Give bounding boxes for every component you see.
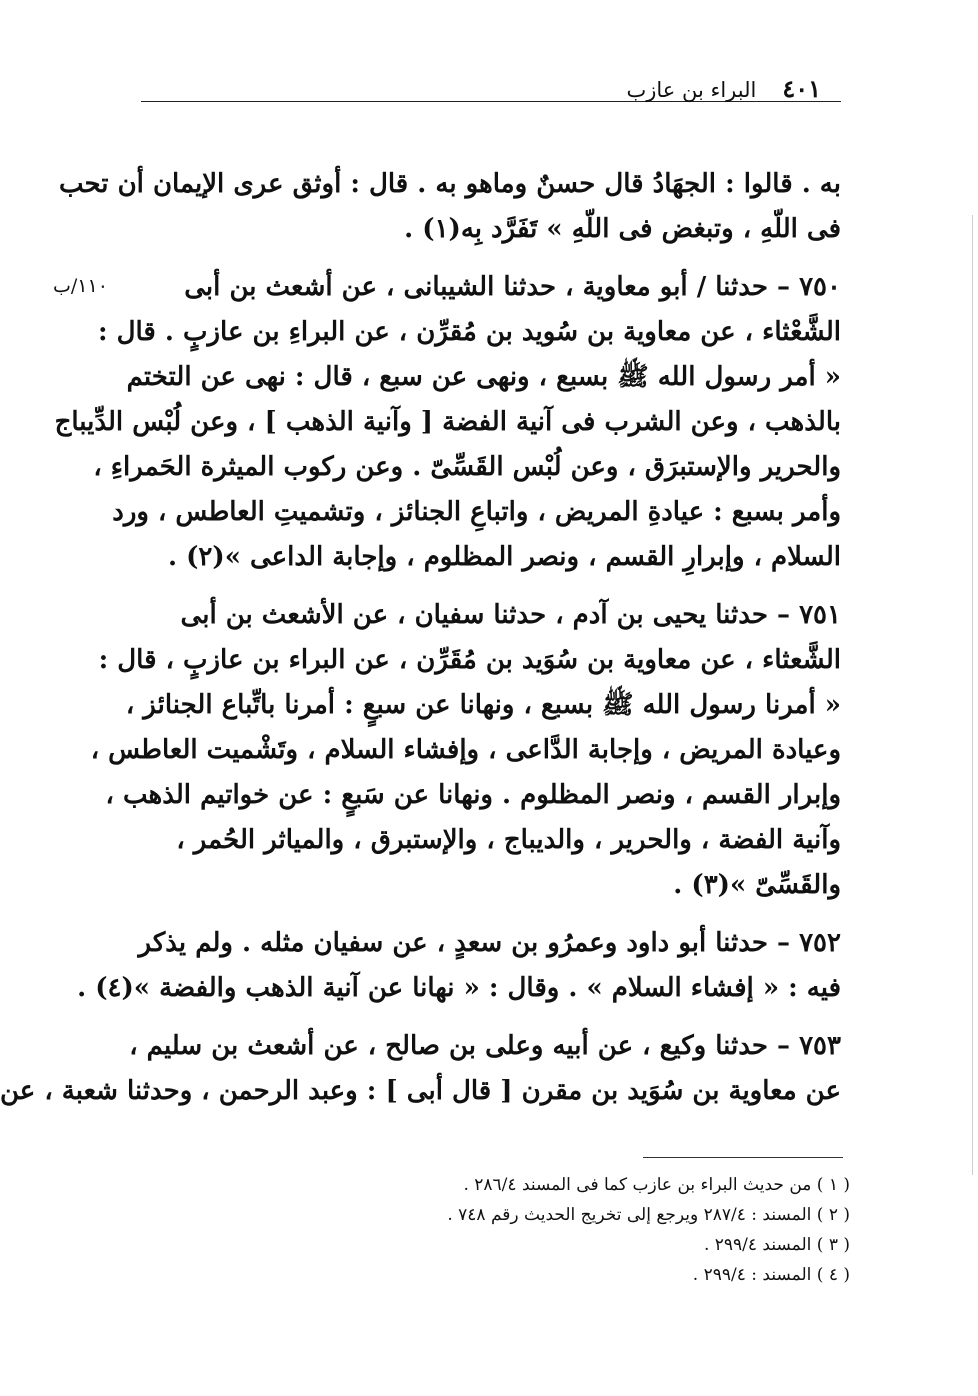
footnote-separator [643, 1157, 843, 1158]
text-line: « أمرنا رسول الله ﷺ بسبع ، ونهانا عن سبعٍ : أمرنا باتِّباع الجنائز ، [125, 690, 841, 720]
text-line: فيه : « إفشاء السلام » . وقال : « نهانا عن آنية الذهب والفضة »(٤) . [77, 973, 841, 1003]
text-line: الشَّعْثاء ، عن معاوية بن سُويد بن مُقرِّن ، عن البراءِ بن عازبٍ . قال : [97, 317, 841, 347]
hadith-753 [0, 1024, 841, 1114]
text-line: فى اللّهِ ، وتبغض فى اللّهِ » تَفَرَّد بِه(١) . [404, 214, 841, 244]
footnote-1: ( ١ ) من حديث البراء بن عازب كما فى المسند ٢٨٦/٤ . [463, 1175, 850, 1195]
footnote-4: ( ٤ ) المسند : ٢٩٩/٤ . [692, 1265, 850, 1285]
paragraph [58, 162, 841, 252]
hadith-752 [77, 921, 841, 1011]
text-line: ٧٥٠ – حدثنا / أبو معاوية ، حدثنا الشيبانى ، عن أشعث بن أبى [184, 272, 841, 302]
page-edge-line [972, 215, 973, 1175]
footnote-3: ( ٣ ) المسند ٢٩٩/٤ . [703, 1235, 850, 1255]
text-line: والحرير والإستبرَق ، وعن لُبْس القَسِّىّ . وعن ركوب الميثرة الحَمراءِ ، [93, 452, 841, 482]
text-line: وأمر بسبع : عيادةِ المريض ، واتباعِ الجنائز ، وتشميتِ العاطس ، ورد [112, 497, 841, 527]
text-line: وعيادة المريض ، وإجابة الدَّاعى ، وإفشاء السلام ، وتَشْميت العاطس ، [90, 735, 841, 765]
text-line: ٧٥٢ – حدثنا أبو داود وعمرُو بن سعدٍ ، عن سفيان مثله . ولم يذكر [138, 928, 841, 958]
text-line: ٧٥٣ – حدثنا وكيع ، عن أبيه وعلى بن صالح ، عن أشعث بن سليم ، [129, 1031, 841, 1061]
hadith-751 [90, 593, 841, 908]
footnotes [290, 1170, 850, 1290]
text-line: وإبرار القسم ، ونصر المظلوم . ونهانا عن سَبعٍ : عن خواتيم الذهب ، [105, 780, 841, 810]
running-header [141, 60, 841, 102]
margin-folio-note: ١١٠/ب [53, 275, 108, 297]
text-line: به . قالوا : الجهَادُ قال حسنٌ وماهو به . قال : أوثق عرى الإيمان أن تحب [58, 169, 841, 199]
page-number: ٤٠١ [782, 74, 821, 103]
text-line: عن معاوية بن سُوَيد بن مقرن [ قال أبى ] : وعبد الرحمن ، وحدثنا شعبة ، عن [0, 1076, 841, 1106]
text-line: « أمر رسول الله ﷺ بسبع ، ونهى عن سبع ، قال : نهى عن التختم [126, 362, 841, 392]
text-line: الشَّعثاء ، عن معاوية بن سُوَيد بن مُقَرِّن ، عن البراء بن عازبٍ ، قال : [98, 645, 841, 675]
text-line: والقَسِّىّ »(٣) . [673, 870, 841, 900]
text-line: بالذهب ، وعن الشرب فى آنية الفضة [ وآنية الذهب ] ، وعن لُبْس الدِّيباج [54, 407, 841, 437]
text-line: السلام ، وإبرارِ القسم ، ونصر المظلوم ، وإجابة الداعى »(٢) . [168, 542, 841, 572]
running-title: البراء بن عازب [626, 78, 757, 102]
footnote-2: ( ٢ ) المسند : ٢٨٧/٤ ويرجع إلى تخريج الحديث رقم ٧٤٨ . [447, 1205, 850, 1225]
text-line: وآنية الفضة ، والحرير ، والديباج ، والإستبرق ، والمياثر الحُمر ، [176, 825, 841, 855]
text-line: ٧٥١ – حدثنا يحيى بن آدم ، حدثنا سفيان ، عن الأشعث بن أبى [180, 600, 841, 630]
